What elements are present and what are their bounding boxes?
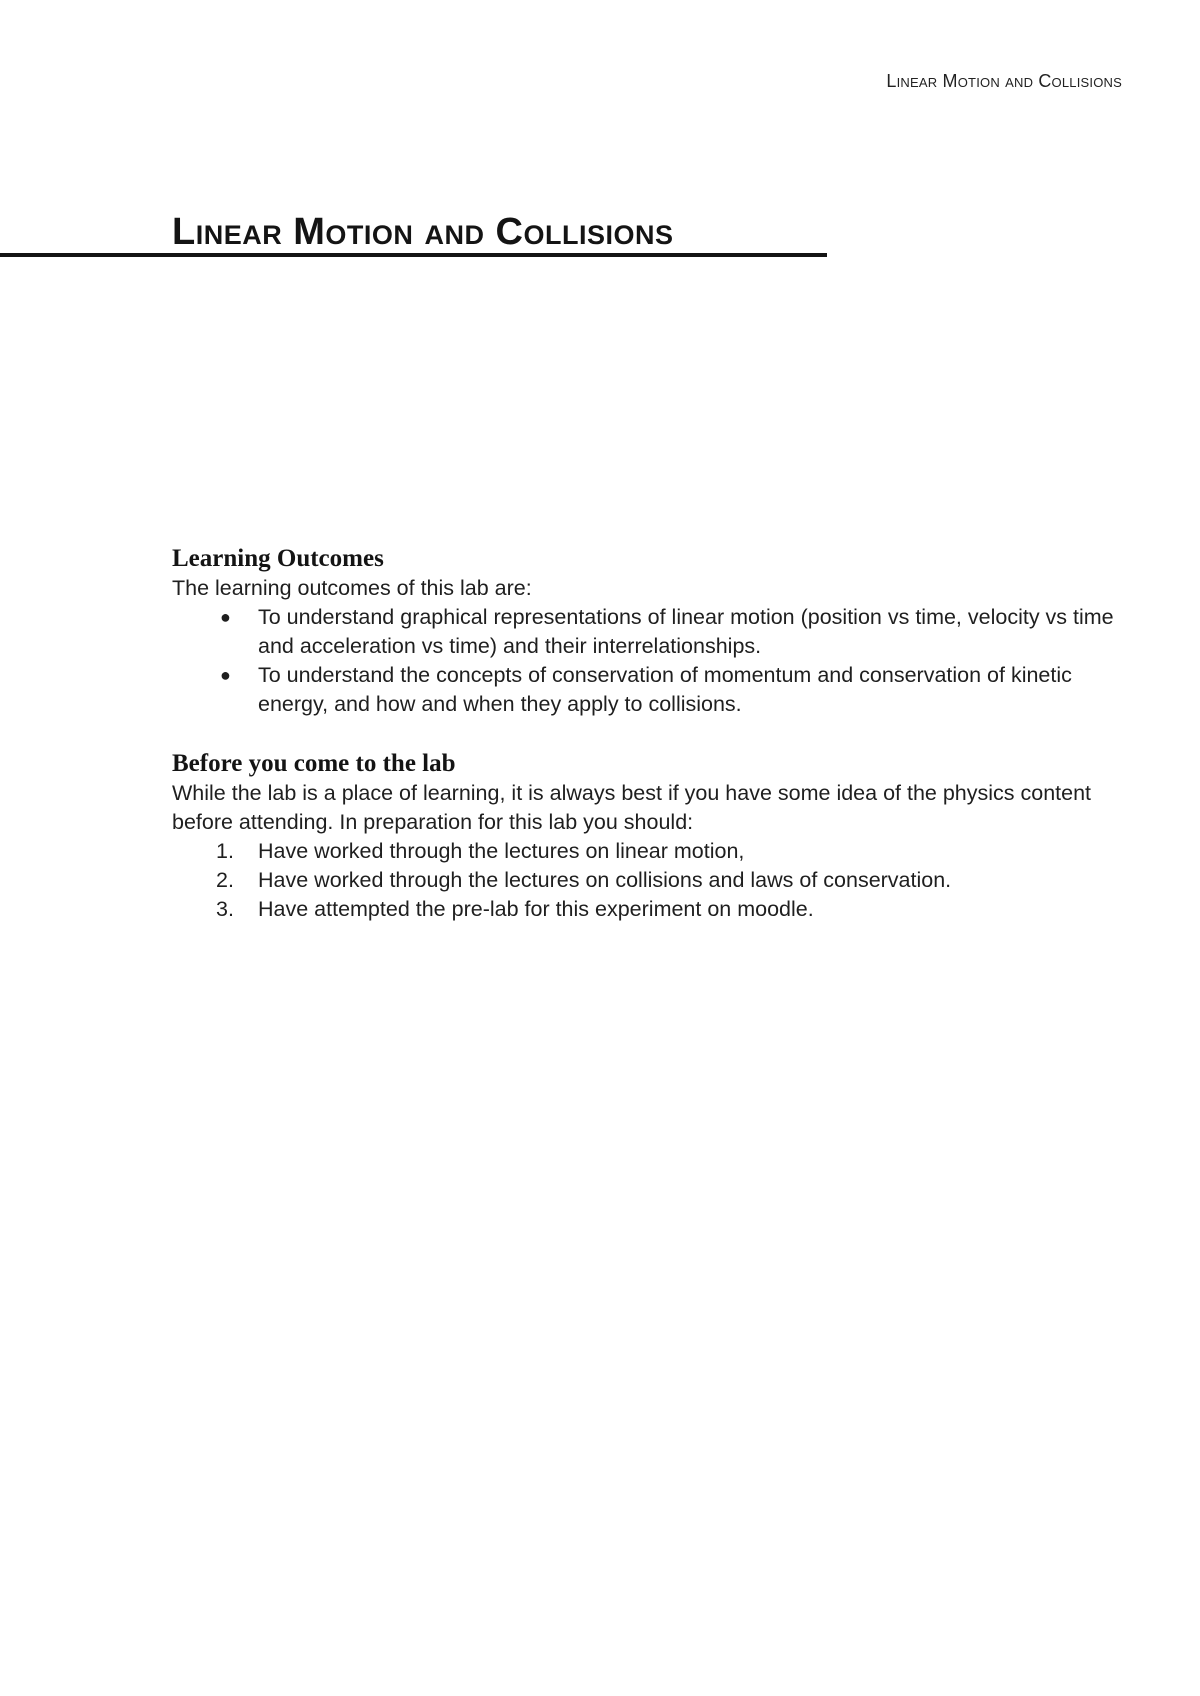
learning-outcomes-heading: Learning Outcomes bbox=[172, 545, 384, 572]
bullet-icon: ● bbox=[220, 607, 231, 627]
list-item bbox=[172, 837, 1132, 866]
list-item bbox=[172, 661, 1132, 719]
learning-outcomes-intro: The learning outcomes of this lab are: bbox=[172, 576, 532, 600]
main-content bbox=[172, 544, 1132, 924]
learning-outcomes-section bbox=[172, 544, 1132, 719]
title-underline-rule bbox=[0, 253, 827, 257]
list-item-text: Have worked through the lectures on linear motion, bbox=[258, 839, 745, 863]
list-number: 2. bbox=[216, 868, 234, 892]
list-item-text: To understand the concepts of conservation of momentum and conservation of kinetic energy, and how and when they apply to collisions. bbox=[258, 663, 1072, 716]
section-spacer bbox=[172, 719, 1132, 749]
learning-outcomes-list bbox=[172, 603, 1132, 719]
list-item-text: To understand graphical representations of linear motion (position vs time, velocity vs time and acceleration vs time) and their interrelationships. bbox=[258, 605, 1114, 658]
list-number: 3. bbox=[216, 897, 234, 921]
preparation-list bbox=[172, 837, 1132, 924]
list-item bbox=[172, 603, 1132, 661]
before-lab-section bbox=[172, 749, 1132, 924]
running-header: Linear Motion and Collisions bbox=[886, 71, 1122, 91]
list-item bbox=[172, 895, 1132, 924]
before-lab-intro: While the lab is a place of learning, it is always best if you have some idea of the physics content before attending. In preparation for this lab you should: bbox=[172, 781, 1092, 834]
before-lab-heading: Before you come to the lab bbox=[172, 750, 456, 777]
list-item-text: Have attempted the pre-lab for this experiment on moodle. bbox=[258, 897, 814, 921]
list-item-text: Have worked through the lectures on collisions and laws of conservation. bbox=[258, 868, 952, 892]
bullet-icon: ● bbox=[220, 665, 231, 685]
list-item bbox=[172, 866, 1132, 895]
page-title: Linear Motion and Collisions bbox=[172, 211, 674, 253]
list-number: 1. bbox=[216, 839, 234, 863]
